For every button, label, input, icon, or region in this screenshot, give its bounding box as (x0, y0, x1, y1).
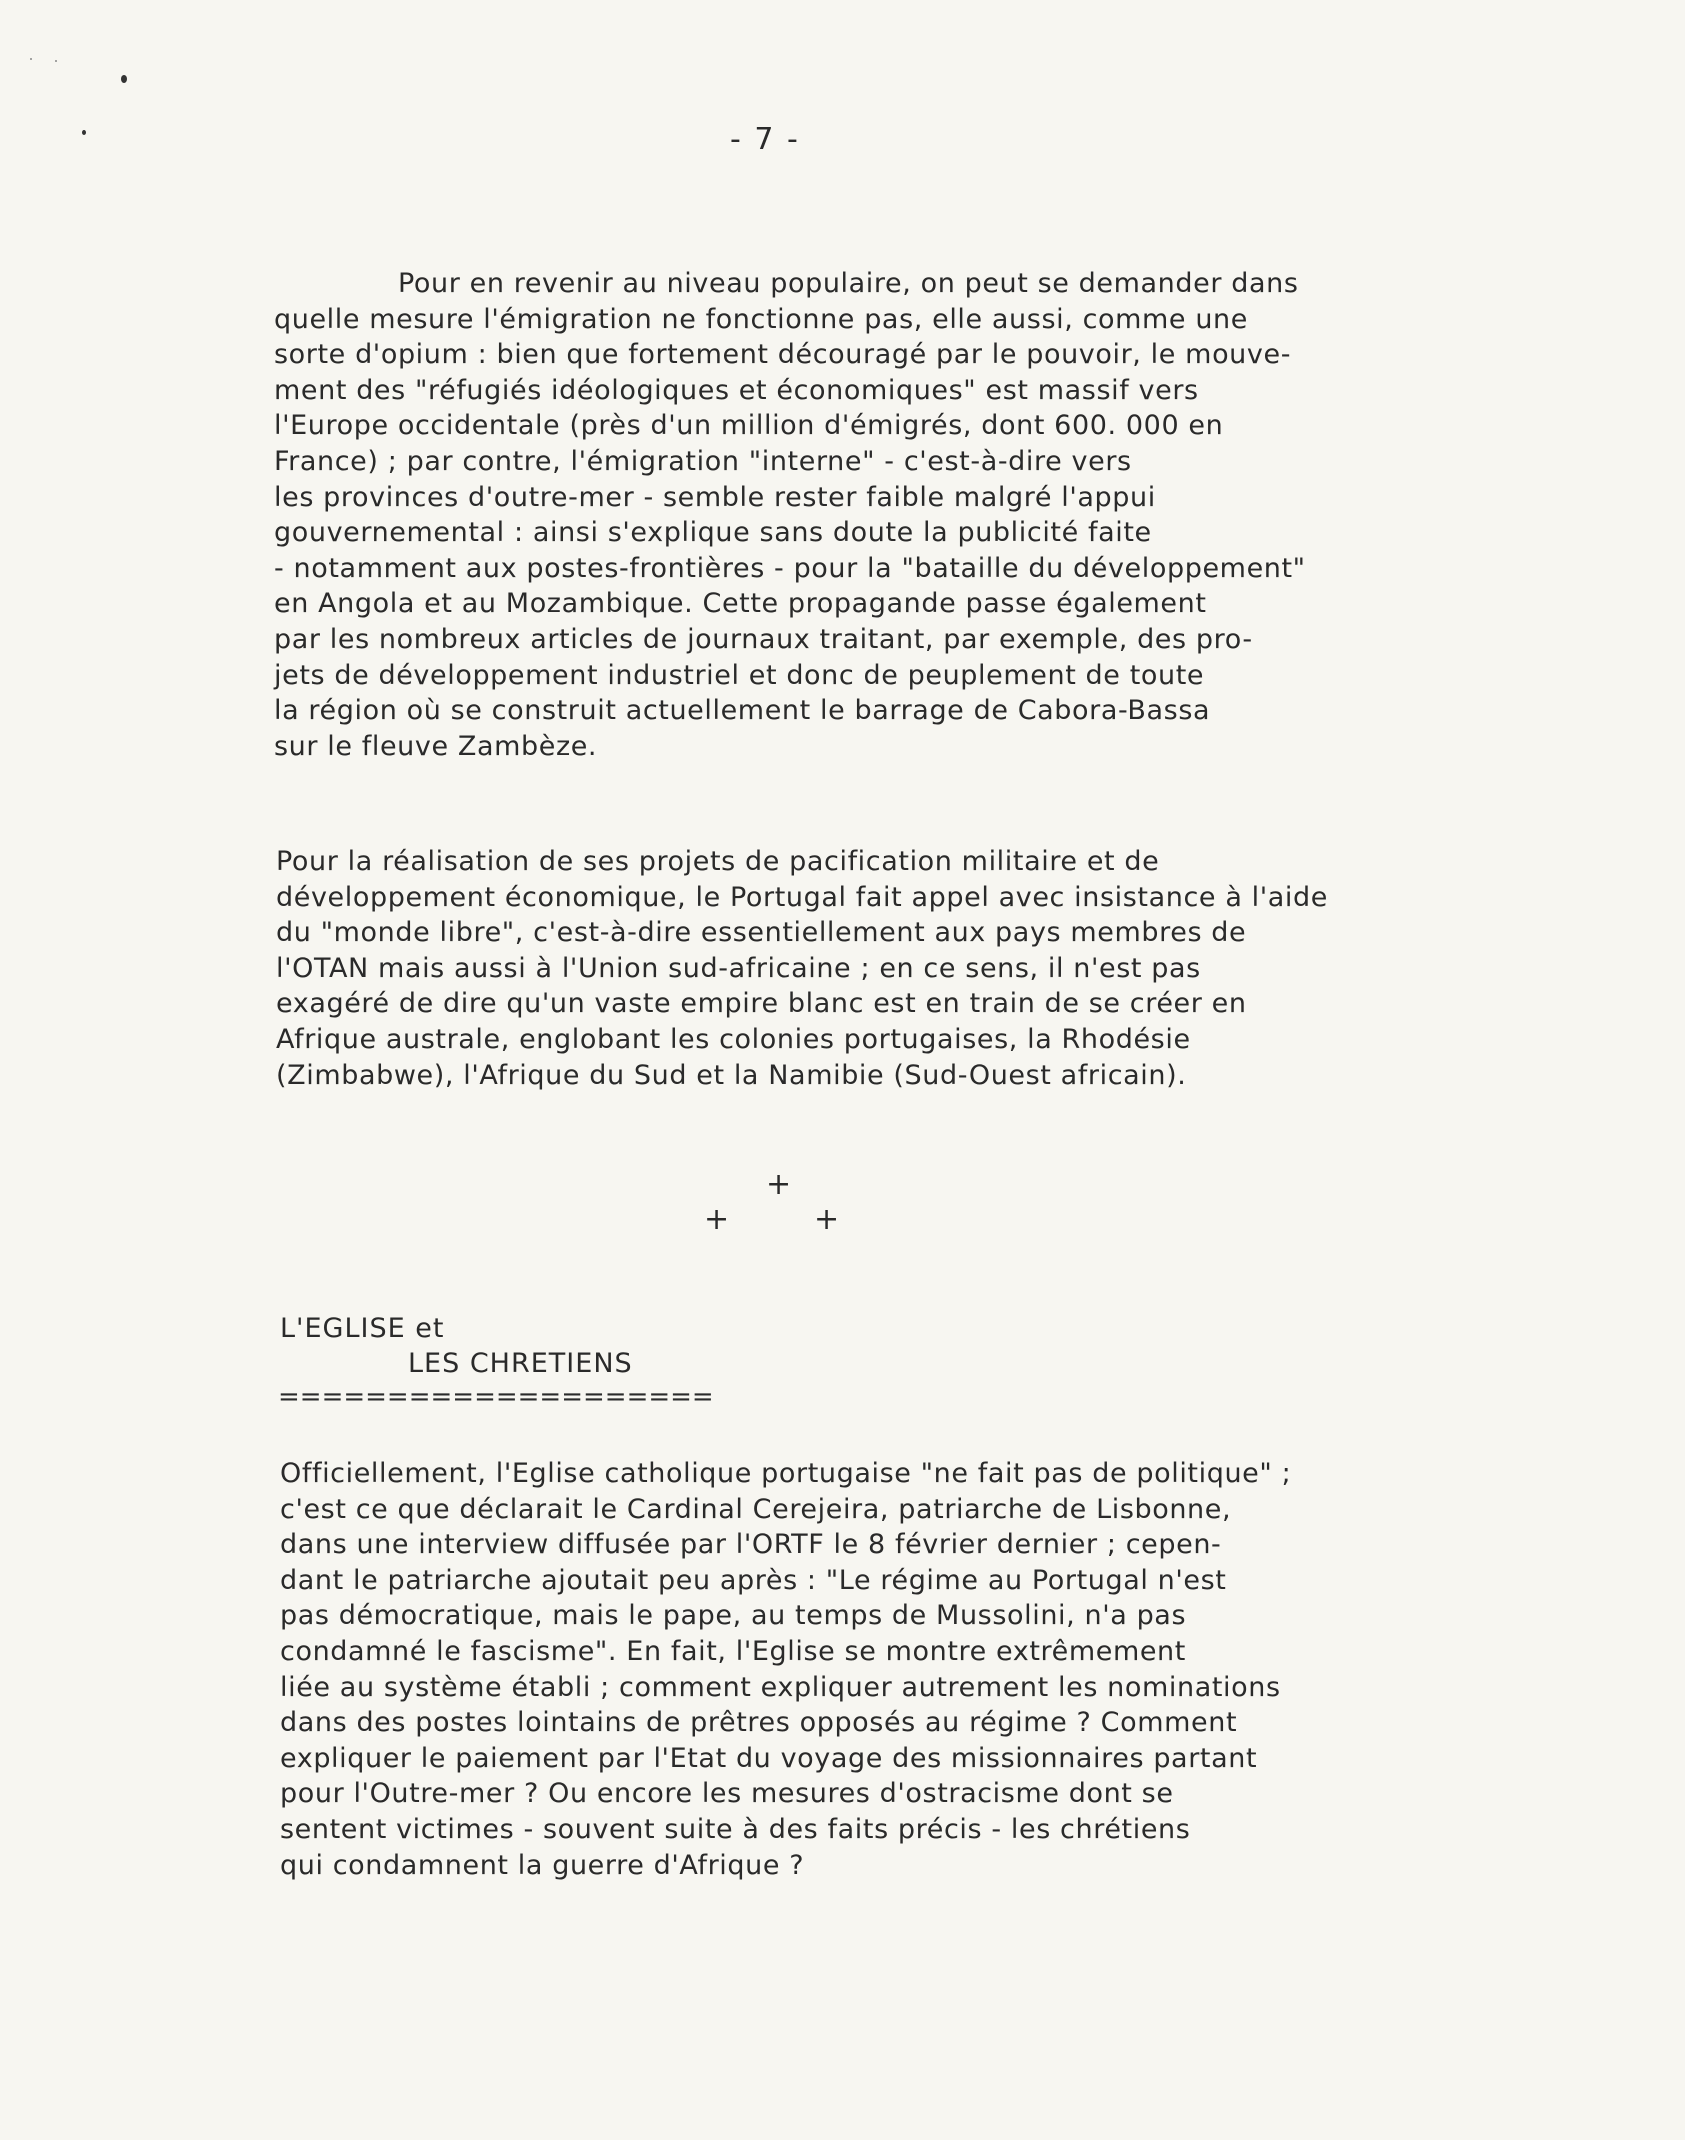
paper-speck (55, 60, 57, 62)
text-line: sur le fleuve Zambèze. (274, 730, 598, 762)
section-separator-mark: + (704, 1202, 730, 1237)
text-line: du "monde libre", c'est-à-dire essentiellement aux pays membres de (276, 917, 1247, 949)
text-line: c'est ce que déclarait le Cardinal Cerejeira, patriarche de Lisbonne, (280, 1493, 1232, 1525)
section-heading-underline: ==================== (278, 1382, 714, 1412)
text-line: ment des "réfugiés idéologiques et économiques" est massif vers (274, 374, 1199, 406)
paragraph-portugal-aid (276, 844, 1328, 1093)
text-line: France) ; par contre, l'émigration "interne" - c'est-à-dire vers (274, 445, 1132, 477)
text-line: pour l'Outre-mer ? Ou encore les mesures d'ostracisme dont se (280, 1778, 1174, 1810)
text-line: Officiellement, l'Eglise catholique portugaise "ne fait pas de politique" ; (280, 1458, 1292, 1489)
text-line: jets de développement industriel et donc de peuplement de toute (274, 659, 1205, 691)
text-line: dans une interview diffusée par l'ORTF le 8 février dernier ; cepen- (280, 1529, 1222, 1561)
page-number: - 7 - (730, 122, 800, 157)
paragraph-church (280, 1456, 1291, 1883)
text-line: la région où se construit actuellement le barrage de Cabora-Bassa (274, 695, 1211, 727)
text-line: pas démocratique, mais le pape, au temps de Mussolini, n'a pas (280, 1600, 1187, 1632)
text-line: - notamment aux postes-frontières - pour la "bataille du développement" (274, 552, 1306, 584)
section-separator-mark: + (814, 1202, 840, 1237)
text-line: Pour en revenir au niveau populaire, on peut se demander dans (398, 268, 1299, 299)
section-heading-line-1: L'EGLISE et (280, 1313, 445, 1344)
paper-speck (30, 58, 32, 60)
text-line: Pour la réalisation de ses projets de pacification militaire et de (276, 846, 1160, 877)
text-line: quelle mesure l'émigration ne fonctionne pas, elle aussi, comme une (274, 303, 1248, 335)
text-line: Afrique australe, englobant les colonies portugaises, la Rhodésie (276, 1023, 1191, 1055)
section-separator-mark: + (766, 1167, 792, 1202)
text-line: développement économique, le Portugal fait appel avec insistance à l'aide (276, 881, 1328, 913)
text-line: dant le patriarche ajoutait peu après : "Le régime au Portugal n'est (280, 1564, 1227, 1596)
text-line: l'Europe occidentale (près d'un million d'émigrés, dont 600. 000 en (274, 410, 1224, 442)
text-line: par les nombreux articles de journaux traitant, par exemple, des pro- (274, 623, 1253, 655)
text-line: (Zimbabwe), l'Afrique du Sud et la Namibie (Sud-Ouest africain). (276, 1059, 1187, 1091)
paragraph-emigration (274, 266, 1306, 764)
text-line: sentent victimes - souvent suite à des faits précis - les chrétiens (280, 1813, 1191, 1845)
text-line: les provinces d'outre-mer - semble rester faible malgré l'appui (274, 481, 1156, 513)
text-line: l'OTAN mais aussi à l'Union sud-africaine ; en ce sens, il n'est pas (276, 952, 1201, 984)
paper-speck (121, 75, 127, 83)
text-line: en Angola et au Mozambique. Cette propagande passe également (274, 588, 1207, 620)
text-line: expliquer le paiement par l'Etat du voyage des missionnaires partant (280, 1742, 1258, 1774)
text-line: condamné le fascisme". En fait, l'Eglise se montre extrêmement (280, 1635, 1186, 1667)
text-line: exagéré de dire qu'un vaste empire blanc est en train de se créer en (276, 988, 1247, 1020)
text-line: dans des postes lointains de prêtres opposés au régime ? Comment (280, 1707, 1238, 1739)
paper-speck (82, 130, 86, 135)
section-heading-line-2: LES CHRETIENS (408, 1348, 633, 1379)
text-line: qui condamnent la guerre d'Afrique ? (280, 1849, 805, 1881)
text-line: liée au système établi ; comment expliquer autrement les nominations (280, 1671, 1281, 1703)
text-line: gouvernemental : ainsi s'explique sans doute la publicité faite (274, 517, 1152, 549)
text-line: sorte d'opium : bien que fortement découragé par le pouvoir, le mouve- (274, 339, 1292, 371)
